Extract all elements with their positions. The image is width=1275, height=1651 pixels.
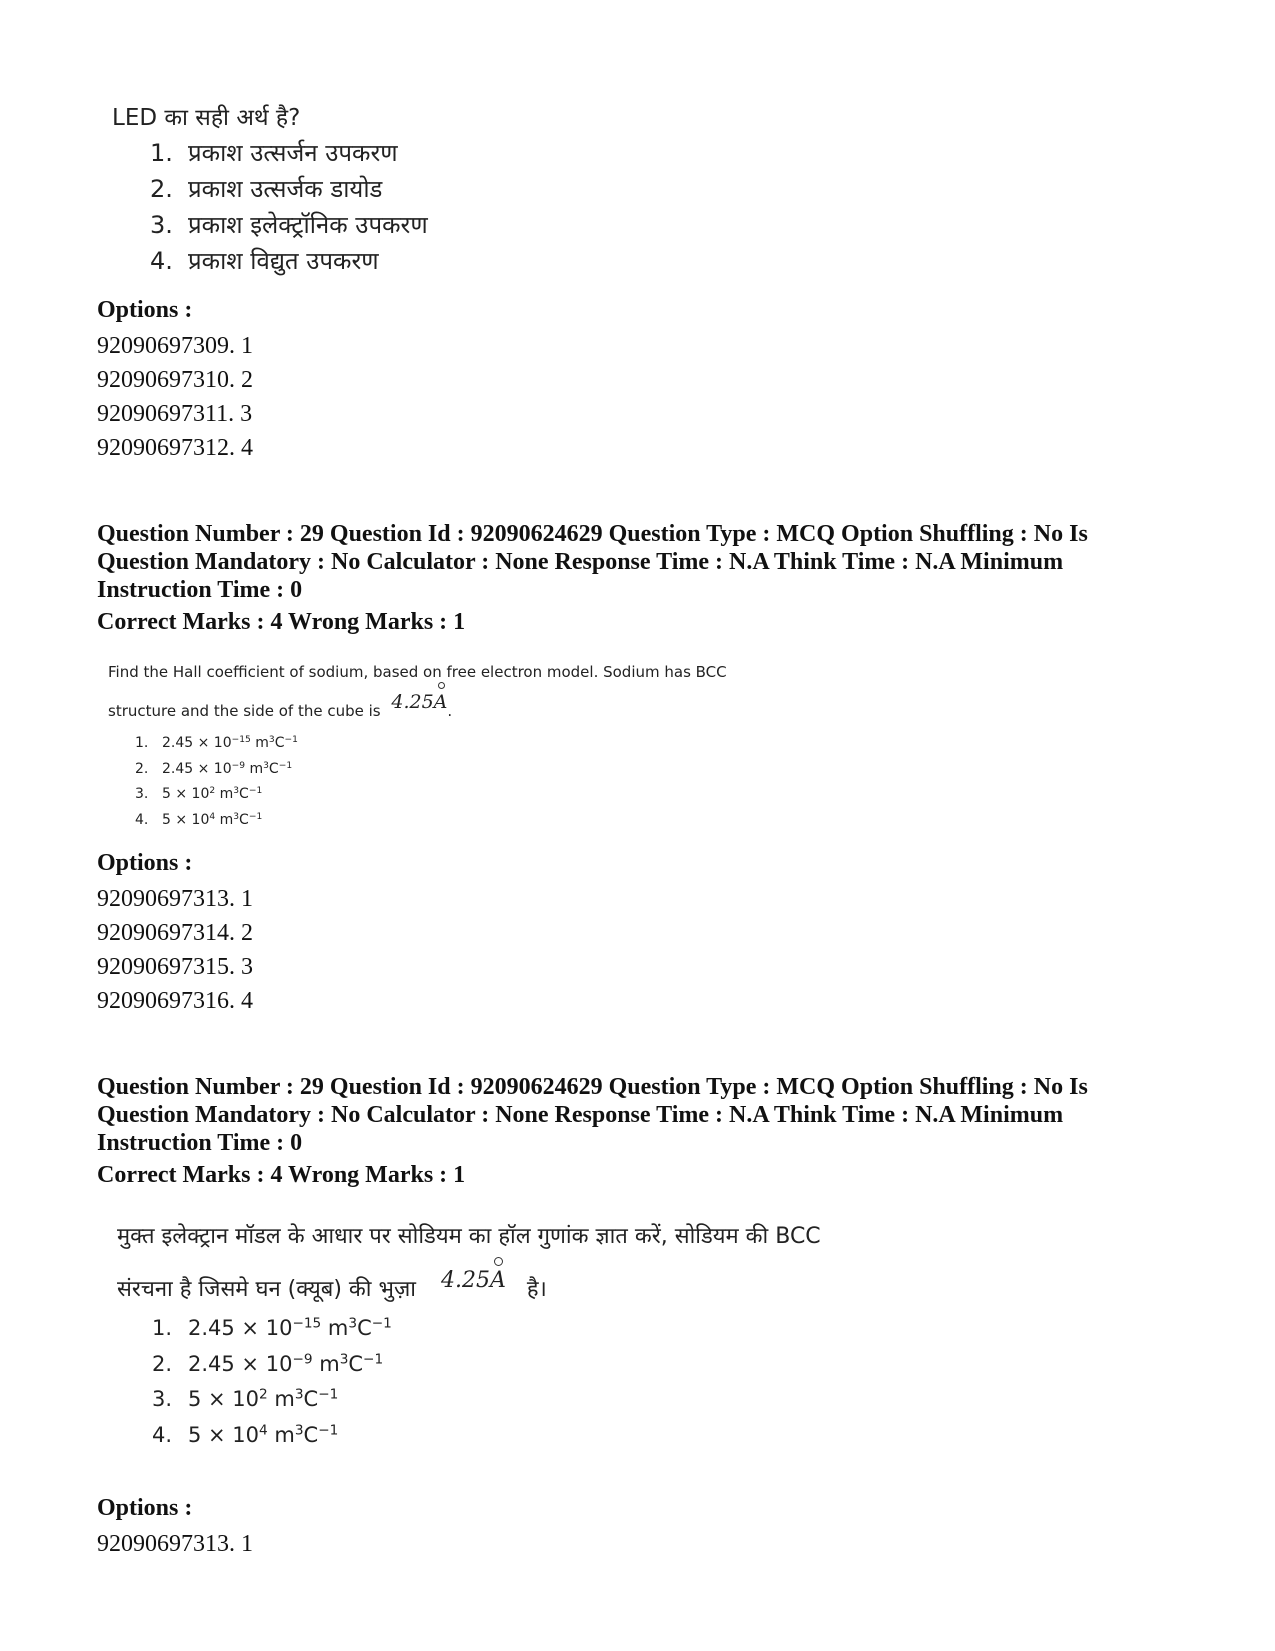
option-row: 92090697310. 2 bbox=[97, 367, 253, 393]
cube-side-value: 4.25A bbox=[391, 691, 447, 713]
question-c-marks: Correct Marks : 4 Wrong Marks : 1 bbox=[97, 1162, 466, 1188]
cube-side-value: 4.25A bbox=[441, 1268, 506, 1293]
choice-item: 2. प्रकाश उत्सर्जक डायोड bbox=[150, 175, 383, 203]
option-row: 92090697316. 4 bbox=[97, 988, 253, 1014]
option-row: 92090697311. 3 bbox=[97, 401, 253, 427]
options-list bbox=[97, 1527, 253, 1561]
meta-line: Instruction Time : 0 bbox=[97, 577, 303, 603]
choice-item: 2. $2.45 \times 10^{-9}$ $m^3C^{-1}$ bbox=[152, 1351, 384, 1376]
question-c-meta bbox=[97, 1073, 1088, 1157]
meta-line: Instruction Time : 0 bbox=[97, 1130, 303, 1156]
option-row: 92090697313. 1 bbox=[97, 886, 253, 912]
option-row: 92090697315. 3 bbox=[97, 954, 253, 980]
meta-line: Question Number : 29 Question Id : 92090624629 Question Type : MCQ Option Shuffling : No Is bbox=[97, 1074, 1088, 1100]
question-a-stem: LED का सही अर्थ है? bbox=[112, 105, 301, 131]
option-row: 92090697312. 4 bbox=[97, 435, 253, 461]
question-b-meta bbox=[97, 520, 1088, 604]
options-label: Options : bbox=[97, 1495, 193, 1521]
question-c-stem-line2: संरचना है जिसमे घन (क्यूब) की भुज़ा 4.25A है। bbox=[117, 1273, 547, 1303]
option-row: 92090697314. 2 bbox=[97, 920, 253, 946]
choice-item: 2. $2.45 \times 10^{-9}$ $m^3C^{-1}$ bbox=[135, 760, 293, 777]
angstrom-ring-icon bbox=[438, 682, 445, 689]
choice-item: 3. प्रकाश इलेक्ट्रॉनिक उपकरण bbox=[150, 211, 428, 239]
meta-line: Question Mandatory : No Calculator : None Response Time : N.A Think Time : N.A Minimum bbox=[97, 1102, 1064, 1128]
options-list bbox=[97, 329, 253, 465]
meta-line: Question Number : 29 Question Id : 92090624629 Question Type : MCQ Option Shuffling : No Is bbox=[97, 521, 1088, 547]
question-b-stem-line2: structure and the side of the cube is 4.25A . bbox=[108, 699, 452, 721]
options-label: Options : bbox=[97, 850, 193, 876]
options-list bbox=[97, 882, 253, 1018]
angstrom-ring-icon bbox=[494, 1257, 503, 1266]
meta-line: Question Mandatory : No Calculator : None Response Time : N.A Think Time : N.A Minimum bbox=[97, 549, 1064, 575]
question-b-marks: Correct Marks : 4 Wrong Marks : 1 bbox=[97, 609, 466, 635]
question-a-choices bbox=[150, 135, 428, 279]
question-b-choices bbox=[135, 731, 298, 833]
choice-item: 4. $5 \times 10^4$ $m^3C^{-1}$ bbox=[135, 811, 263, 828]
question-b-stem-line1: Find the Hall coefficient of sodium, based on free electron model. Sodium has BCC bbox=[108, 663, 727, 681]
question-c-stem-line1: मुक्त इलेक्ट्रान मॉडल के आधार पर सोडियम का हॉल गुणांक ज्ञात करें, सोडियम की BCC bbox=[117, 1224, 821, 1249]
choice-item: 1. $2.45 \times 10^{-15}$ $m^3C^{-1}$ bbox=[135, 735, 298, 751]
options-label: Options : bbox=[97, 297, 193, 323]
option-row: 92090697313. 1 bbox=[97, 1531, 253, 1557]
choice-item: 4. प्रकाश विद्युत उपकरण bbox=[150, 247, 379, 275]
option-row: 92090697309. 1 bbox=[97, 333, 253, 359]
choice-item: 1. प्रकाश उत्सर्जन उपकरण bbox=[150, 139, 398, 167]
choice-item: 1. $2.45 \times 10^{-15}$ $m^3C^{-1}$ bbox=[152, 1315, 392, 1340]
choice-item: 3. $5 \times 10^2$ $m^3C^{-1}$ bbox=[152, 1386, 339, 1411]
choice-item: 4. $5 \times 10^4$ $m^3C^{-1}$ bbox=[152, 1422, 339, 1447]
question-c-choices bbox=[152, 1311, 392, 1453]
choice-item: 3. $5 \times 10^2$ $m^3C^{-1}$ bbox=[135, 786, 263, 802]
